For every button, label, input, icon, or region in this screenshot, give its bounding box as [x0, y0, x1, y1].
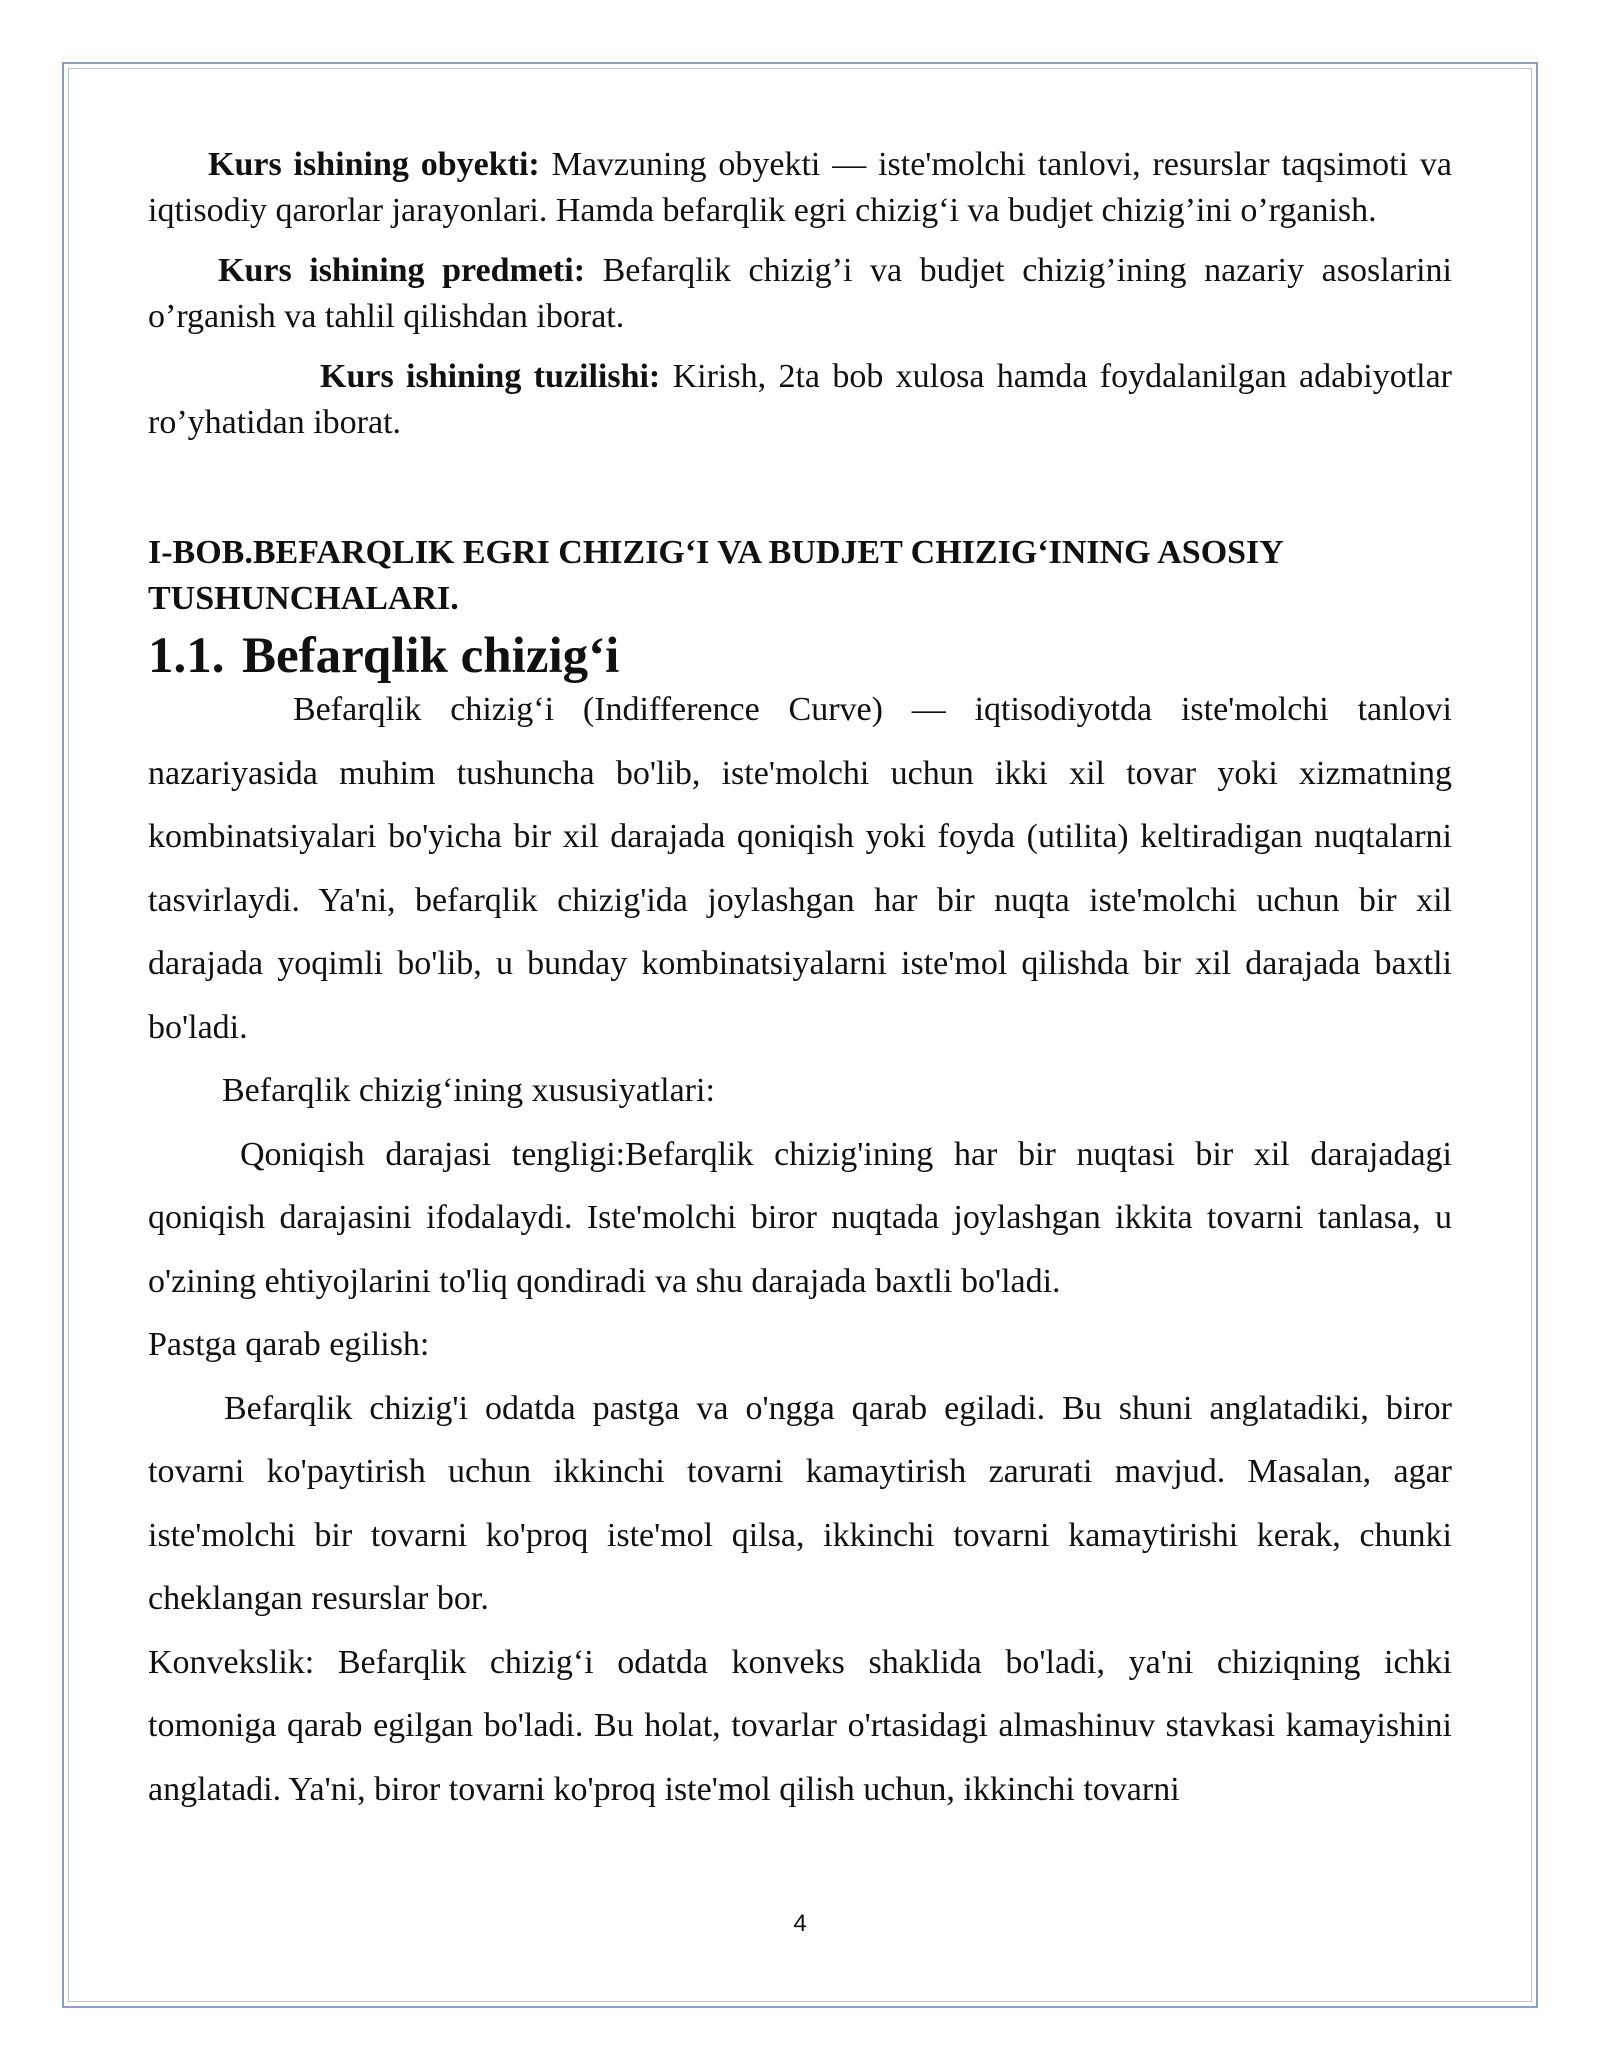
- label-obyekt: Kurs ishining obyekti:: [208, 146, 540, 183]
- section-number: 1.1.: [148, 628, 225, 684]
- body-paragraph: Befarqlik chizig'i odatda pastga va o'ngga qarab egiladi. Bu shuni anglatadiki, biror tovarni ko'paytirish uchun ikkinchi tovarni kamaytirish zarurati mavjud. Masalan, agar iste'molchi bir tovarni ko'proq iste'mol qilsa, ikkinchi tovarni kamaytirishi kerak, chunki cheklangan resurslar bor.: [148, 1389, 1452, 1617]
- chapter-title: I-BOB.BEFARQLIK EGRI CHIZIG‘I VA BUDJET CHIZIG‘INING ASOSIY TUSHUNCHALARI.: [148, 534, 1283, 617]
- text-tuzilishi: Kirish, 2ta bob xulosa hamda foydalanilgan adabiyotlar ro’yhatidan iborat.: [148, 358, 1452, 441]
- body-paragraph: Befarqlik chizig‘ining xususiyatlari:: [222, 1072, 715, 1109]
- body-paragraph: Pastga qarab egilish:: [148, 1326, 430, 1363]
- label-predmeti: Kurs ishining predmeti:: [218, 252, 586, 289]
- label-tuzilishi: Kurs ishining tuzilishi:: [320, 358, 661, 395]
- section-title: Befarqlik chizig‘i: [242, 628, 620, 684]
- body-paragraph: Konvekslik: Befarqlik chizig‘i odatda konveks shaklida bo'ladi, ya'ni chiziqning ichki tomoniga qarab egilgan bo'ladi. Bu holat, tovarlar o'rtasidagi almashinuv stavkasi kamayishini anglatadi. Ya'ni, biror tovarni ko'proq iste'mol qilish uchun, ikkinchi tovarni: [148, 1643, 1452, 1808]
- text-obyekt: Mavzuning obyekti — iste'molchi tanlovi, resurslar taqsimoti va iqtisodiy qarorlar jarayonlari. Hamda befarqlik egri chizig‘i va budjet chizig’ini o’rganish.: [148, 146, 1452, 229]
- document-body: [148, 142, 1452, 1821]
- paragraph-obyekt: [148, 142, 1452, 234]
- paragraph-predmeti: [148, 248, 1452, 340]
- section-heading: [148, 628, 1452, 684]
- body-paragraph: Befarqlik chizig‘i (Indifference Curve) — iqtisodiyotda iste'molchi tanlovi nazariyasida muhim tushuncha bo'lib, iste'molchi uchun ikki xil tovar yoki xizmatning kombinatsiyalari bo'yicha bir xil darajada qoniqish yoki foyda (utilita) keltiradigan nuqtalarni tasvirlaydi. Ya'ni, befarqlik chizig'ida joylashgan har bir nuqta iste'molchi uchun bir xil darajada yoqimli bo'lib, u bunday kombinatsiyalarni iste'mol qilishda bir xil darajada baxtli bo'ladi.: [148, 691, 1452, 1046]
- body-paragraph: Qoniqish darajasi tengligi:Befarqlik chizig'ining har bir nuqtasi bir xil darajadagi qoniqish darajasini ifodalaydi. Iste'molchi biror nuqtada joylashgan ikkita tovarni tanlasa, u o'zining ehtiyojlarini to'liq qondiradi va shu darajada baxtli bo'ladi.: [148, 1135, 1452, 1300]
- page-number: 4: [793, 1910, 807, 1937]
- text-predmeti: Befarqlik chizig’i va budjet chizig’ining nazariy asoslarini o’rganish va tahlil qilishdan iborat.: [148, 252, 1452, 335]
- paragraph-tuzilishi: [148, 354, 1452, 446]
